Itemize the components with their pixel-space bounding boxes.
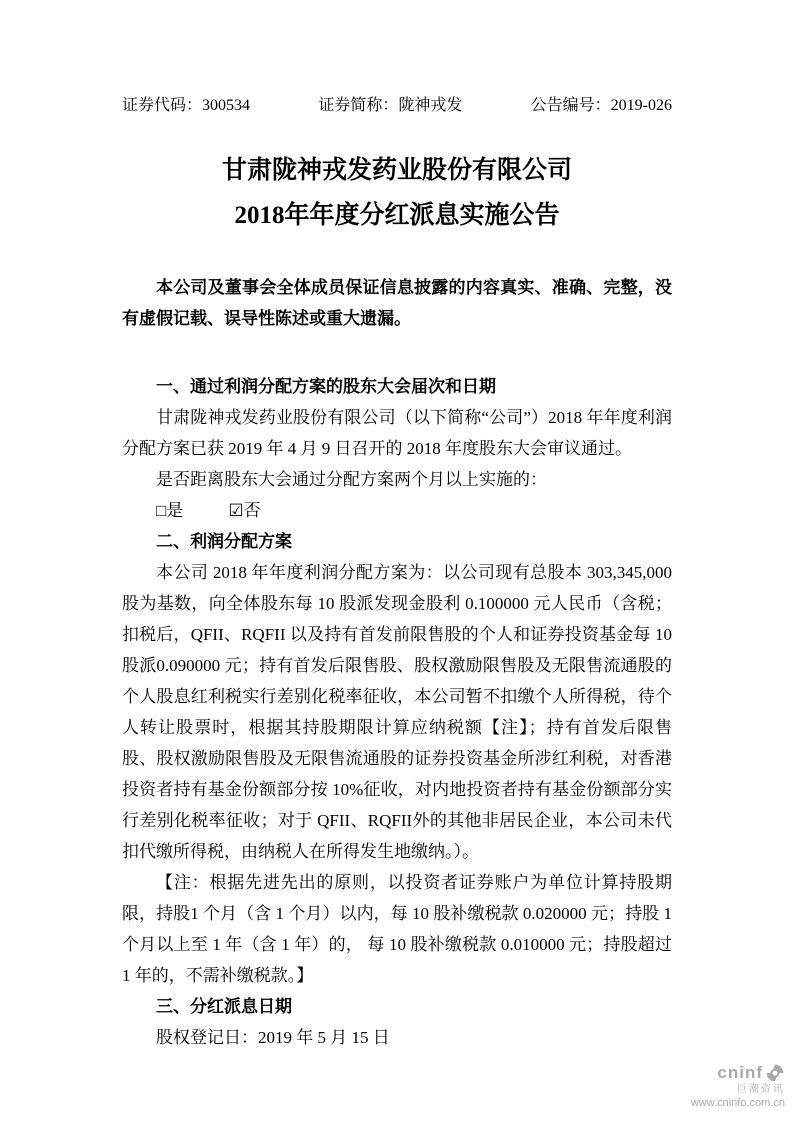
doc-title-line1: 甘肃陇神戎发药业股份有限公司 [221,157,572,184]
section2-paragraph-1: 本公司 2018 年年度利润分配方案为：以公司现有总股本 303,345,000 股为基数，向全体股东每 10 股派发现金股利 0.100000 元人民币（含税；扣税后，QFII、RQFII 以及持有首发前限售股的个人和证券投资基金每 10 股派0.090000 元；持有首发后限售股、股权激励限售股及无限售流通股的个人股息红利税实行差别化税率征收，本公司暂不扣缴个人所得税，待个人转让股票时，根据其持股期限计算应纳税额【注】；持有首发后限售股、股权激励限售股及无限售流通股的证券投资基金所涉红利税，对香港投资者持有基金份额部分按 10%征收，对内地投资者持有基金份额部分实行差别化税率征收；对于 QFII、RQFII外的其他非居民企业，本公司未代扣代缴所得税，由纳税人在所得发生地缴纳。）。 [122,563,672,861]
section3-paragraph-1: 股权登记日：2019 年 5 月 15 日 [156,1028,390,1047]
doc-title-line2: 2018年年度分红派息实施公告 [234,202,560,229]
checkbox-row [122,495,672,526]
doc-title [122,148,672,238]
section2-heading: 二、利润分配方案 [156,532,292,551]
cninfo-brand-chinese: 巨潮资讯 [737,1083,785,1095]
announcement-number: 公告编号：2019-026 [530,97,672,114]
cninfo-logo [691,1063,785,1110]
document-content [122,96,672,1053]
section2-note-paragraph: 【注：根据先进先出的原则，以投资者证券账户为单位计算持股期限，持股1 个月（含 1 个月）以内，每 10 股补缴税款 0.020000 元；持股 1 个月以上至 1 年（含 1 年）的， 每 10 股补缴税款 0.010000 元；持股超过 1 年的，不需补缴税款。】 [122,873,672,985]
section3-heading: 三、分红派息日期 [156,997,292,1016]
doc-header [122,96,672,116]
section1-heading: 一、通过利润分配方案的股东大会届次和日期 [156,377,496,396]
security-name: 证券简称：陇神戎发 [318,97,463,114]
cninfo-brand-row [691,1063,785,1083]
checkbox-yes: □是 [156,501,184,520]
declaration-paragraph: 本公司及董事会全体成员保证信息披露的内容真实、准确、完整，没有虚假记载、误导性陈述或重大遗漏。 [122,278,672,328]
cninfo-brand-text: cninf [717,1063,763,1083]
section1-paragraph-1: 甘肃陇神戎发药业股份有限公司（以下简称“公司”）2018 年年度利润分配方案已获 2019 年 4 月 9 日召开的 2018 年度股东大会审议通过。 [122,408,672,458]
checkbox-no-checked: ☑否 [228,501,261,520]
cninfo-url: www.cninfo.com.cn [690,1097,785,1110]
cninfo-swirl-icon [765,1063,785,1083]
security-code: 证券代码：300534 [122,97,251,114]
section1-paragraph-2: 是否距离股东大会通过分配方案两个月以上实施的： [156,470,547,489]
